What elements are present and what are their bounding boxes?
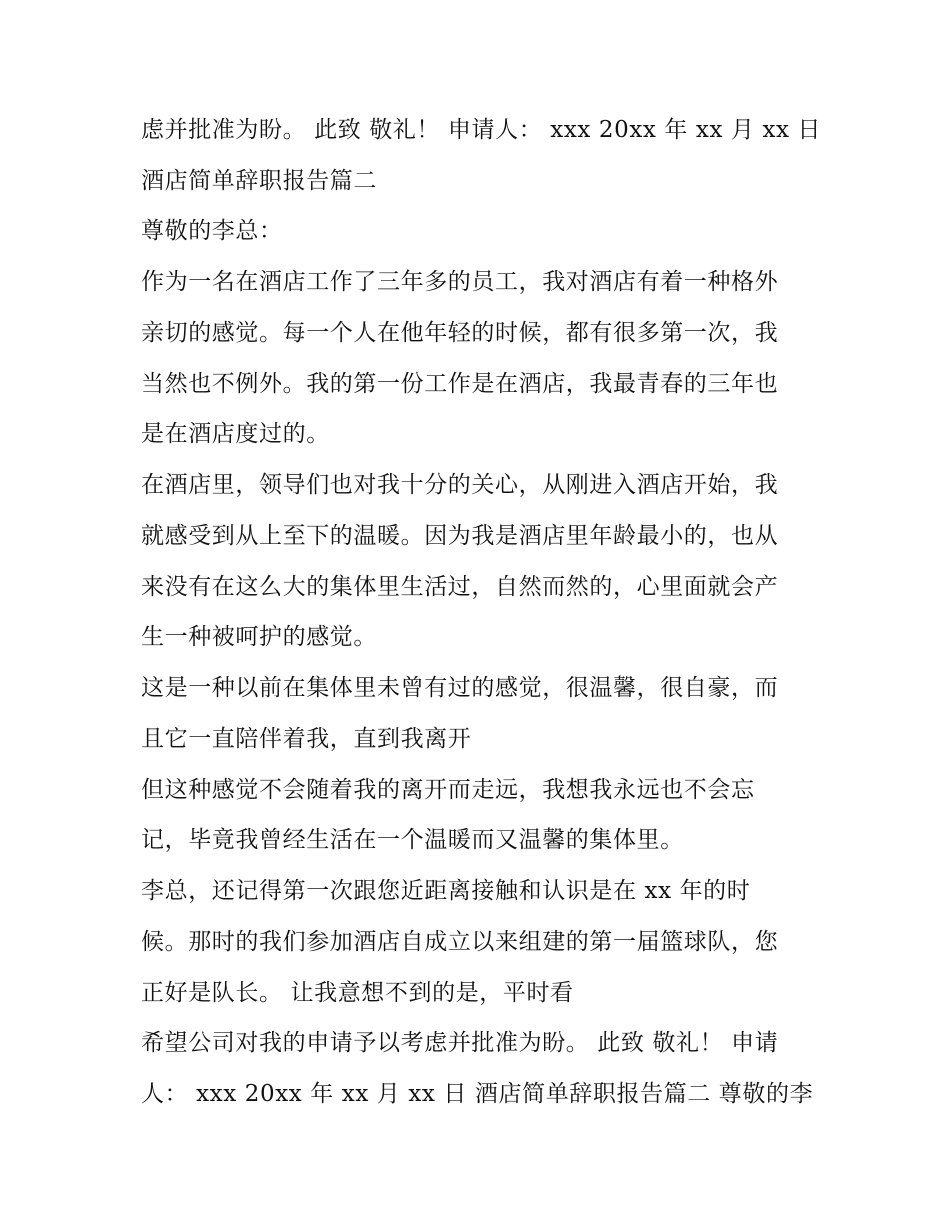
- salutation: 尊敬的李总：: [141, 218, 283, 244]
- text-line: 是在酒店度过的。: [141, 421, 330, 447]
- text-line: 但这种感觉不会随着我的离开而走远，我想我永远也不会忘: [141, 777, 755, 803]
- text-line: 人： xxx 20xx 年 xx 月 xx 日 酒店简单辞职报告篇二 尊敬的李: [141, 1081, 814, 1107]
- text-line: 记，毕竟我曾经生活在一个温暖而又温馨的集体里。: [141, 827, 684, 853]
- text-line: 虑并批准为盼。 此致 敬礼！ 申请人： xxx 20xx 年 xx 月 xx 日: [141, 117, 822, 143]
- text-line: 当然也不例外。我的第一份工作是在酒店，我最青春的三年也: [141, 371, 779, 397]
- text-line: 这是一种以前在集体里未曾有过的感觉，很温馨，很自豪，而: [141, 675, 779, 701]
- text-line: 李总，还记得第一次跟您近距离接触和认识是在 xx 年的时: [141, 878, 751, 904]
- text-line: 亲切的感觉。每一个人在他年轻的时候，都有很多第一次，我: [141, 320, 779, 346]
- text-line: 就感受到从上至下的温暖。因为我是酒店里年龄最小的，也从: [141, 523, 779, 549]
- text-line: 来没有在这么大的集体里生活过，自然而然的，心里面就会产: [141, 574, 779, 600]
- text-line: 生一种被呵护的感觉。: [141, 624, 377, 650]
- text-line: 作为一名在酒店工作了三年多的员工，我对酒店有着一种格外: [141, 269, 779, 295]
- text-line: 且它一直陪伴着我，直到我离开: [141, 726, 472, 752]
- text-line: 候。那时的我们参加酒店自成立以来组建的第一届篮球队，您: [141, 929, 779, 955]
- text-line: 正好是队长。 让我意想不到的是，平时看: [141, 980, 574, 1006]
- text-line: 希望公司对我的申请予以考虑并批准为盼。 此致 敬礼！ 申请: [141, 1030, 779, 1056]
- text-line: 在酒店里，领导们也对我十分的关心，从刚进入酒店开始，我: [141, 472, 779, 498]
- section-heading: 酒店简单辞职报告篇二: [141, 168, 377, 194]
